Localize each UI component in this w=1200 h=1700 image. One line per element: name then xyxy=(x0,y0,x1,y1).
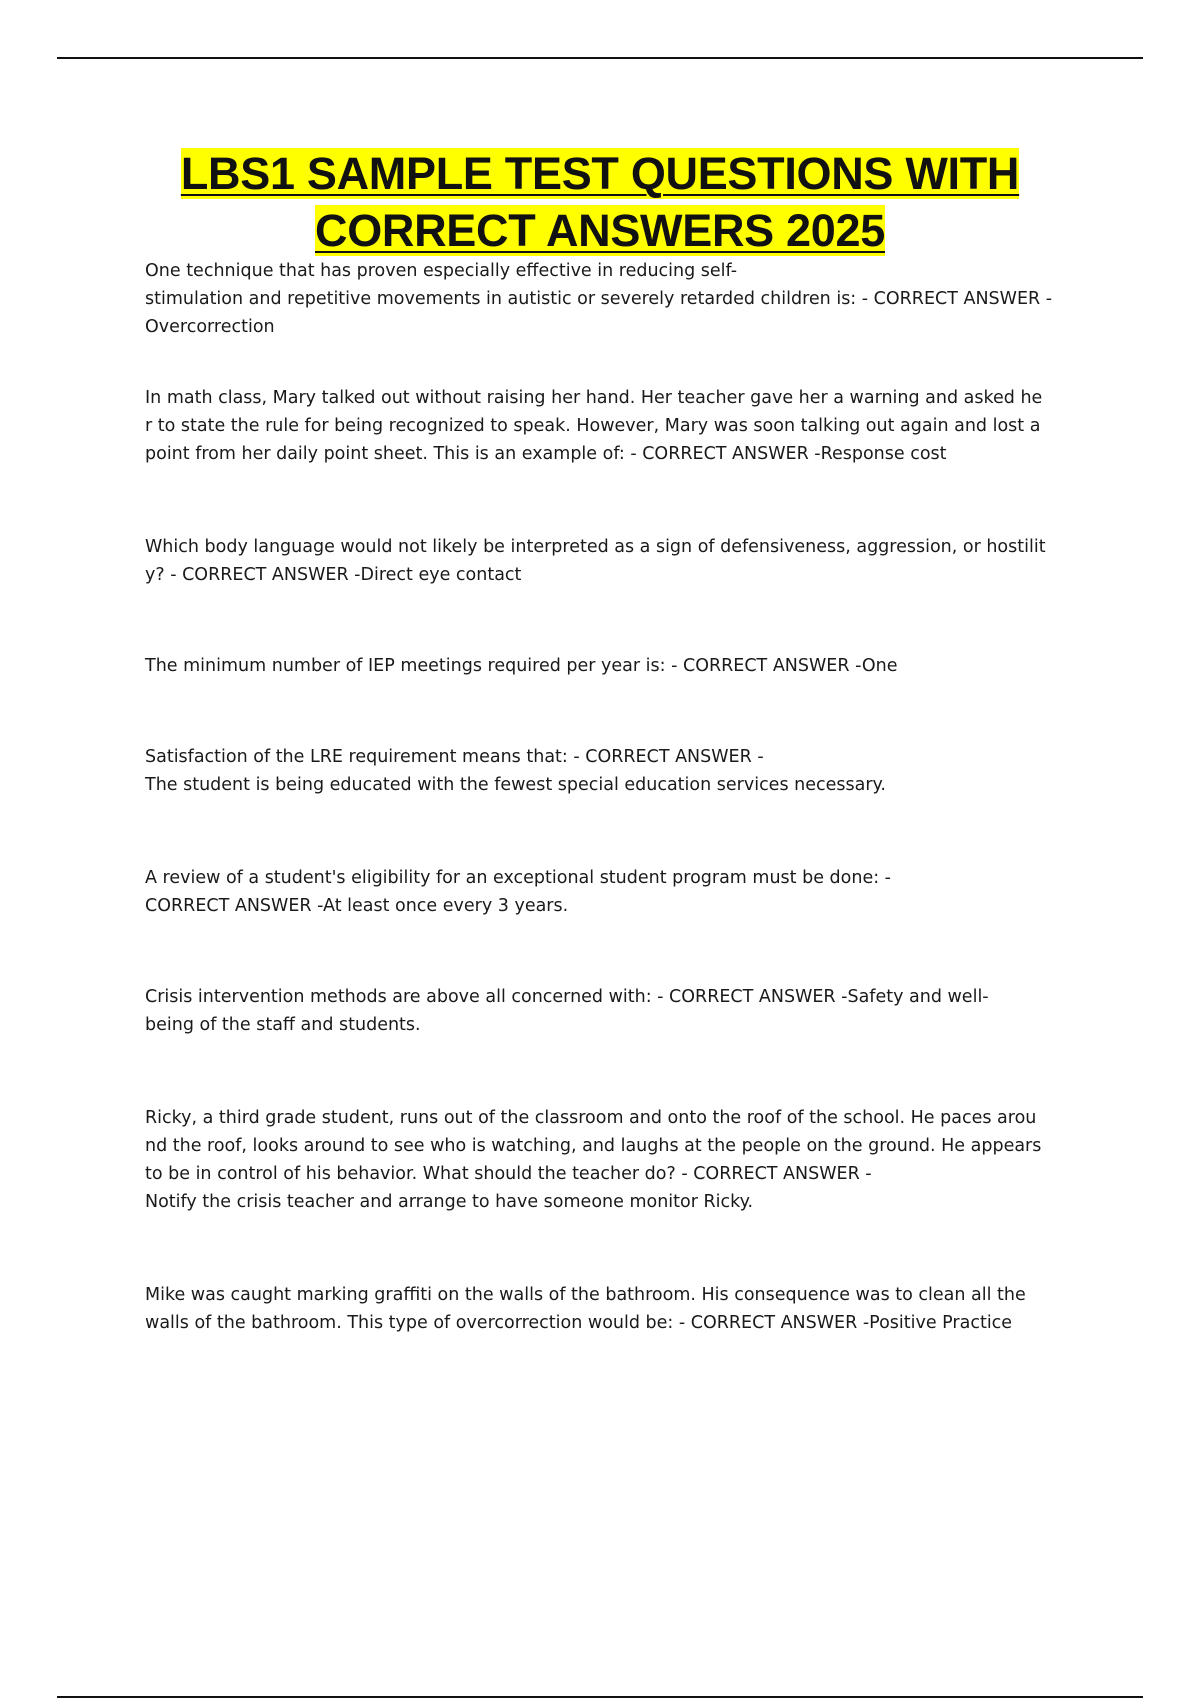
question-answer-1: One technique that has proven especially effective in reducing self- stimulation and repetitive movements in autistic or severely retarded children is: - CORRECT ANSWER - Overcorrection xyxy=(145,261,1053,337)
question-answer-6: A review of a student's eligibility for an exceptional student program must be done: - CORRECT ANSWER -At least once every 3 years. xyxy=(145,868,891,916)
document-title xyxy=(100,145,1100,259)
question-answer-8: Ricky, a third grade student, runs out of the classroom and onto the roof of the school. He paces arou nd the roof, looks around to see who is watching, and laughs at the people on the ground. He appears to be in control of his behavior. What should the teacher do? - CORRECT ANSWER - Notify the crisis teacher and arrange to have someone monitor Ricky. xyxy=(145,1108,1042,1212)
question-answer-4: The minimum number of IEP meetings required per year is: - CORRECT ANSWER -One xyxy=(145,656,898,676)
top-rule xyxy=(57,57,1143,59)
question-answer-2: In math class, Mary talked out without raising her hand. Her teacher gave her a warning and asked he r to state the rule for being recognized to speak. However, Mary was soon talking out again and lost a point from her daily point sheet. This is an example of: - CORRECT ANSWER -Response cost xyxy=(145,388,1043,464)
question-answer-3: Which body language would not likely be interpreted as a sign of defensiveness, aggression, or hostilit y? - CORRECT ANSWER -Direct eye contact xyxy=(145,537,1046,585)
question-answer-9: Mike was caught marking graffiti on the walls of the bathroom. His consequence was to clean all the walls of the bathroom. This type of overcorrection would be: - CORRECT ANSWER -Positive Practice xyxy=(145,1285,1026,1333)
title-line-1: LBS1 SAMPLE TEST QUESTIONS WITH xyxy=(180,148,1020,199)
question-answer-5: Satisfaction of the LRE requirement means that: - CORRECT ANSWER - The student is being educated with the fewest special education services necessary. xyxy=(145,747,886,795)
question-answer-7: Crisis intervention methods are above all concerned with: - CORRECT ANSWER -Safety and well- being of the staff and students. xyxy=(145,987,989,1035)
bottom-rule xyxy=(57,1696,1143,1698)
title-line-2: CORRECT ANSWERS 2025 xyxy=(315,205,885,256)
